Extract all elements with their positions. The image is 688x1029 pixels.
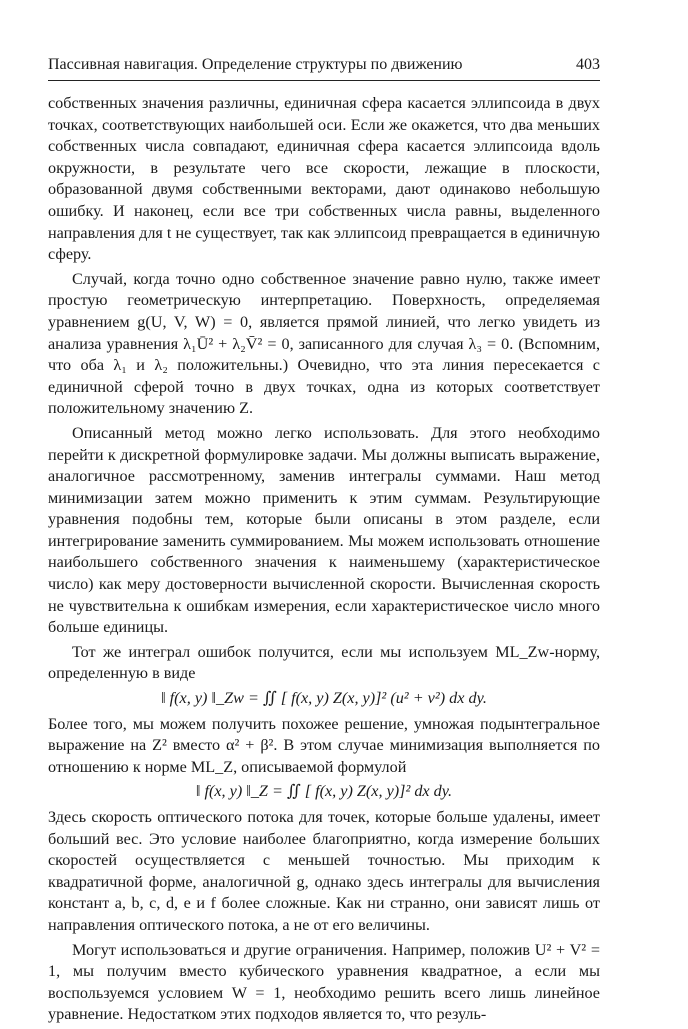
paragraph-6: Здесь скорость оптического потока для точек, которые больше удалены, имеет больший вес. Это условие наиболее благоприятно, когда измерение больших скоростей осуществляется с меньшей точностью. Мы приходим к квадратичной форме, аналогичной g, однако здесь интегралы для вычисления констант a, b, c, d, e и f более сложные. Как ни странно, они зависят лишь от направления оптического потока, а не от его величины. — [48, 808, 600, 934]
formula-z-norm: ‖ f(x, y) ‖_Z = ∬ [ f(x, y) Z(x, y)]² dx dy. — [195, 782, 453, 801]
paragraph-7: Могут использоваться и другие ограничения. Например, положив U² + V² = 1, мы получим вместо кубического уравнения квадратное, а если мы воспользуемся условием W = 1, необходимо решить всего лишь линейное уравнение. Недостатком этих подходов является то, что резуль- — [48, 940, 600, 1024]
paragraph-5: Более того, мы можем получить похожее решение, умножая подынтегральное выражение на Z² вместо α² + β². В этом случае минимизация выполняется по отношению к норме ML_Z, описываемой формулой — [48, 714, 600, 776]
body-text — [48, 93, 600, 1029]
paragraph-2: Случай, когда точно одно собственное значение равно нулю, также имеет простую геометрическую интерпретацию. Поверхность, определяемая уравнением g(U, V, W) = 0, является прямой линией, что легко увидеть из анализа уравнения λ₁Ū² + λ₂V̄² = 0, записанного для случая λ₃ = 0. (Вспомним, что оба λ₁ и λ₂ положительны.) Очевидно, что эта линия пересекается с единичной сферой точно в двух точках, одна из которых соответствует положительному значению Z. — [48, 269, 600, 418]
running-title: Пассивная навигация. Определение структуры по движению — [48, 56, 463, 73]
header-rule — [48, 80, 600, 81]
paragraph-4: Тот же интеграл ошибок получится, если мы используем ML_Zw-норму, определенную в виде — [48, 642, 600, 683]
running-header — [48, 55, 600, 75]
formula-zw-norm: ‖ f(x, y) ‖_Zw = ∬ [ f(x, y) Z(x, y)]² (u² + v²) dx dy. — [161, 689, 487, 708]
paragraph-1: собственных значения различны, единичная сфера касается эллипсоида в двух точках, соответствующих наибольшей оси. Если же окажется, что два меньших собственных числа совпадают, единичная сфера касается эллипсоида вдоль окружности, в результате чего все скорости, лежащие в плоскости, образованной двумя собственными векторами, дают одинаково небольшую ошибку. И наконец, если все три собственных числа равны, выделенного направления для t не существует, так как эллипсоид превращается в единичную сферу. — [48, 94, 600, 264]
page — [48, 0, 600, 1024]
paragraph-3: Описанный метод можно легко использовать. Для этого необходимо перейти к дискретной формулировке задачи. Мы должны выписать выражение, аналогичное рассмотренному, заменив интегралы суммами. Наш метод минимизации затем можно применить к этим суммам. Результирующие уравнения подобны тем, которые были описаны в этом разделе, если интегрирование заменить суммированием. Мы можем использовать отношение наибольшего собственного значения к наименьшему (характеристическое число) как меру достоверности вычисленной скорости. Вычисленная скорость не чувствительна к ошибкам измерения, если характеристическое число много больше единицы. — [48, 423, 600, 637]
page-number: 403 — [576, 56, 600, 73]
